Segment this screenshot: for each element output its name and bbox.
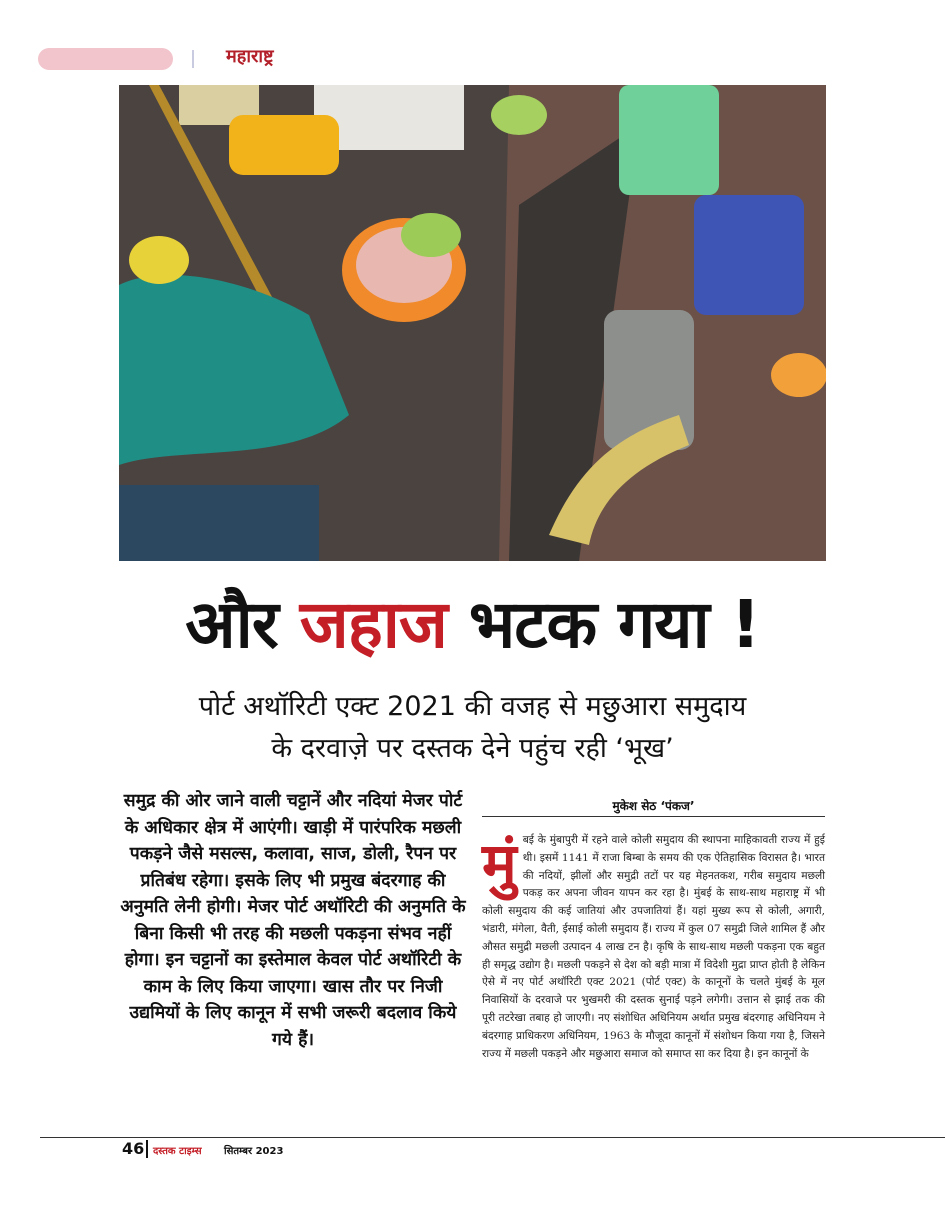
drop-cap: मुं xyxy=(482,830,517,898)
subheadline xyxy=(120,686,825,770)
headline-pre: और xyxy=(185,586,278,663)
magazine-logo: दस्तक टाइम्स xyxy=(153,1146,202,1157)
article-body xyxy=(482,832,825,1063)
subhead-line-2: के दरवाज़े पर दस्तक देने पहुंच रही ‘भूख’ xyxy=(271,733,674,764)
header-pill xyxy=(38,48,173,70)
issue-date: सितम्बर 2023 xyxy=(224,1146,284,1157)
footer-divider xyxy=(40,1137,945,1138)
byline-divider xyxy=(482,816,825,817)
page-number: 46 xyxy=(122,1139,145,1158)
footer-separator xyxy=(146,1140,148,1158)
header-separator xyxy=(192,50,194,68)
article-body-text: बई के मुंबापुरी में रहने वाले कोली समुदाय की स्थापना माहिकावती राज्य में हुई थी। इसमें 1141 में राजा बिम्बा के समय की एक ऐतिहासिक विरासत है। भारत की नदियों, झीलों और समुद्री तटों पर यह मेहनतकश, गरीब समुदाय मछली पकड़ कर अपना जीवन यापन कर रहा है। मुंबई के साथ-साथ महाराष्ट्र में भी कोली समुदाय की कई जातियां और उपजातियां हैं। यहां मुख्य रूप से कोली, अगारी, भंडारी, मंगेला, वैती, ईसाई कोली समुदाय हैं। राज्य में कुल 07 समुद्री जिले शामिल हैं और औसत समुद्री मछली उत्पादन 4 लाख टन है। कृषि के साथ-साथ मछली पकड़ना एक बहुत ही समृद्ध उद्योग है। मछली पकड़ने से देश को बड़ी मात्रा में विदेशी मुद्रा प्राप्त होती है लेकिन ऐसे में नए पोर्ट अथॉरिटी एक्ट 2021 (पोर्ट एक्ट) के कानूनों के चलते मुंबई के मूल निवासियों के दरवाजे पर भुखमरी की दस्तक सुनाई पड़ने लगेगी। उत्तान से झाई तक की पूरी तटरेखा तबाह हो जाएगी। नए संशोधित अधिनियम अर्थात प्रमुख बंदरगाह अधिनियम ने बंदरगाह प्राधिकरण अधिनियम, 1963 के मौजूदा कानूनों में संशोधन किया गया है, जिसने राज्य में मछली पकड़ने और मछुआरा समाज को समाप्त सा कर दिया है। इन कानूनों के xyxy=(482,834,825,1060)
article-photo xyxy=(119,85,826,561)
section-label: महाराष्ट्र xyxy=(226,46,274,67)
byline: मुकेश सेठ ‘पंकज’ xyxy=(612,799,695,813)
headline xyxy=(0,585,945,665)
headline-highlight: जहाज xyxy=(299,586,447,663)
pull-quote: समुद्र की ओर जाने वाली चट्टानें और नदियां मेजर पोर्ट के अधिकार क्षेत्र में आएंगी। खाड़ी में पारंपरिक मछली पकड़ने जैसे मसल्स, कलावा, साज, डोली, रैपन पर प्रतिबंध रहेगा। इसके लिए भी प्रमुख बंदरगाह की अनुमति लेनी होगी। मेजर पोर्ट अथॉरिटी की अनुमति के बिना किसी भी तरह की मछली पकड़ना संभव नहीं होगा। इन चट्टानों का इस्तेमाल केवल पोर्ट अथॉरिटी के काम के लिए किया जाएगा। खास तौर पर निजी उद्यमियों के लिए कानून में सभी जरूरी बदलाव किये गये हैं। xyxy=(120,791,466,1050)
headline-post: भटक गया ! xyxy=(468,586,760,663)
subhead-line-1: पोर्ट अथॉरिटी एक्ट 2021 की वजह से मछुआरा समुदाय xyxy=(198,691,747,722)
